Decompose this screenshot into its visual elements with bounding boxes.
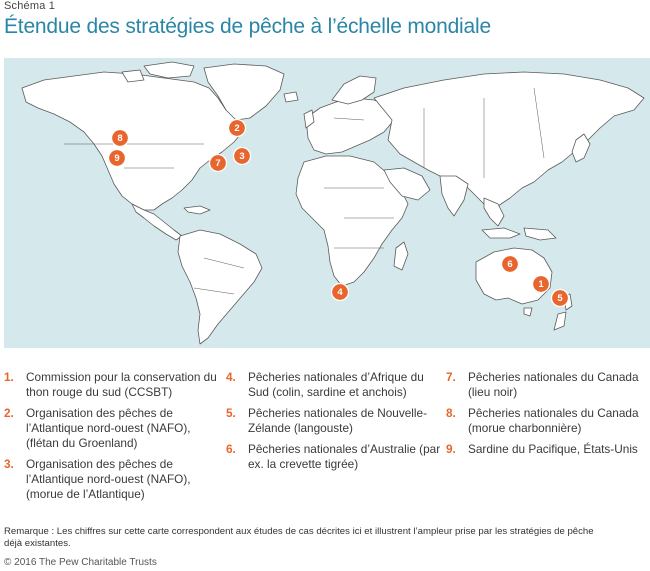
legend-column-3 xyxy=(446,370,646,463)
legend-item-number: 1. xyxy=(4,370,14,384)
legend-item xyxy=(446,370,646,400)
map-marker-label: 9 xyxy=(114,153,120,164)
legend-item-number: 8. xyxy=(446,406,456,420)
map-marker-8[interactable] xyxy=(112,130,129,147)
map-marker-2[interactable] xyxy=(229,120,246,137)
legend-item-number: 2. xyxy=(4,406,14,420)
legend-item-number: 7. xyxy=(446,370,456,384)
legend-item-number: 4. xyxy=(226,370,236,384)
map-marker-label: 2 xyxy=(234,123,240,134)
world-map-svg xyxy=(4,58,650,348)
map-marker-1[interactable] xyxy=(533,276,550,293)
legend-item xyxy=(446,406,646,436)
legend-column-1 xyxy=(4,370,222,508)
legend-item-number: 3. xyxy=(4,457,14,471)
map-marker-9[interactable] xyxy=(109,150,126,167)
map-marker-label: 5 xyxy=(557,293,563,304)
map-marker-label: 3 xyxy=(239,151,245,162)
legend-item xyxy=(226,406,444,436)
legend-item-text: Pêcheries nationales d’Australie (par ex. la crevette tigrée) xyxy=(248,442,441,471)
legend-item xyxy=(226,442,444,472)
legend-item-number: 6. xyxy=(226,442,236,456)
map-marker-label: 1 xyxy=(538,279,544,290)
legend-item-text: Organisation des pêches de l’Atlantique nord-ouest (NAFO), (flétan du Groenland) xyxy=(26,406,191,450)
map-marker-6[interactable] xyxy=(502,256,519,273)
map-marker-3[interactable] xyxy=(234,148,251,165)
copyright: © 2016 The Pew Charitable Trusts xyxy=(4,557,157,568)
world-map xyxy=(4,58,650,348)
legend-item-text: Commission pour la conservation du thon rouge du sud (CCSBT) xyxy=(26,370,217,399)
legend-item xyxy=(4,406,222,451)
legend-item xyxy=(4,370,222,400)
legend-item-text: Pêcheries nationales d’Afrique du Sud (colin, sardine et anchois) xyxy=(248,370,424,399)
legend-item-number: 9. xyxy=(446,442,456,456)
legend-item-text: Pêcheries nationales de Nouvelle-Zélande (langouste) xyxy=(248,406,428,435)
legend-item-text: Pêcheries nationales du Canada (morue charbonnière) xyxy=(468,406,639,435)
legend-item-text: Sardine du Pacifique, États-Unis xyxy=(468,442,638,456)
map-marker-label: 6 xyxy=(507,259,513,270)
legend-item xyxy=(446,442,646,457)
map-marker-label: 7 xyxy=(215,158,221,169)
map-marker-label: 8 xyxy=(117,133,123,144)
legend-item xyxy=(4,457,222,502)
map-marker-4[interactable] xyxy=(332,284,349,301)
legend xyxy=(4,370,646,510)
map-marker-label: 4 xyxy=(337,287,343,298)
map-marker-7[interactable] xyxy=(210,155,227,172)
legend-item-text: Pêcheries nationales du Canada (lieu noir) xyxy=(468,370,639,399)
legend-item-text: Organisation des pêches de l’Atlantique nord-ouest (NAFO), (morue de l’Atlantique) xyxy=(26,457,191,501)
figure-label: Schéma 1 xyxy=(4,0,56,12)
legend-column-2 xyxy=(226,370,444,478)
figure-title: Étendue des stratégies de pêche à l’échelle mondiale xyxy=(4,15,491,38)
legend-item xyxy=(226,370,444,400)
map-marker-5[interactable] xyxy=(552,290,569,307)
note: Remarque : Les chiffres sur cette carte correspondent aux études de cas décrites ici et illustrent l’ampleur prise par les stratégies de pêche déjà existantes. xyxy=(4,526,594,549)
legend-item-number: 5. xyxy=(226,406,236,420)
